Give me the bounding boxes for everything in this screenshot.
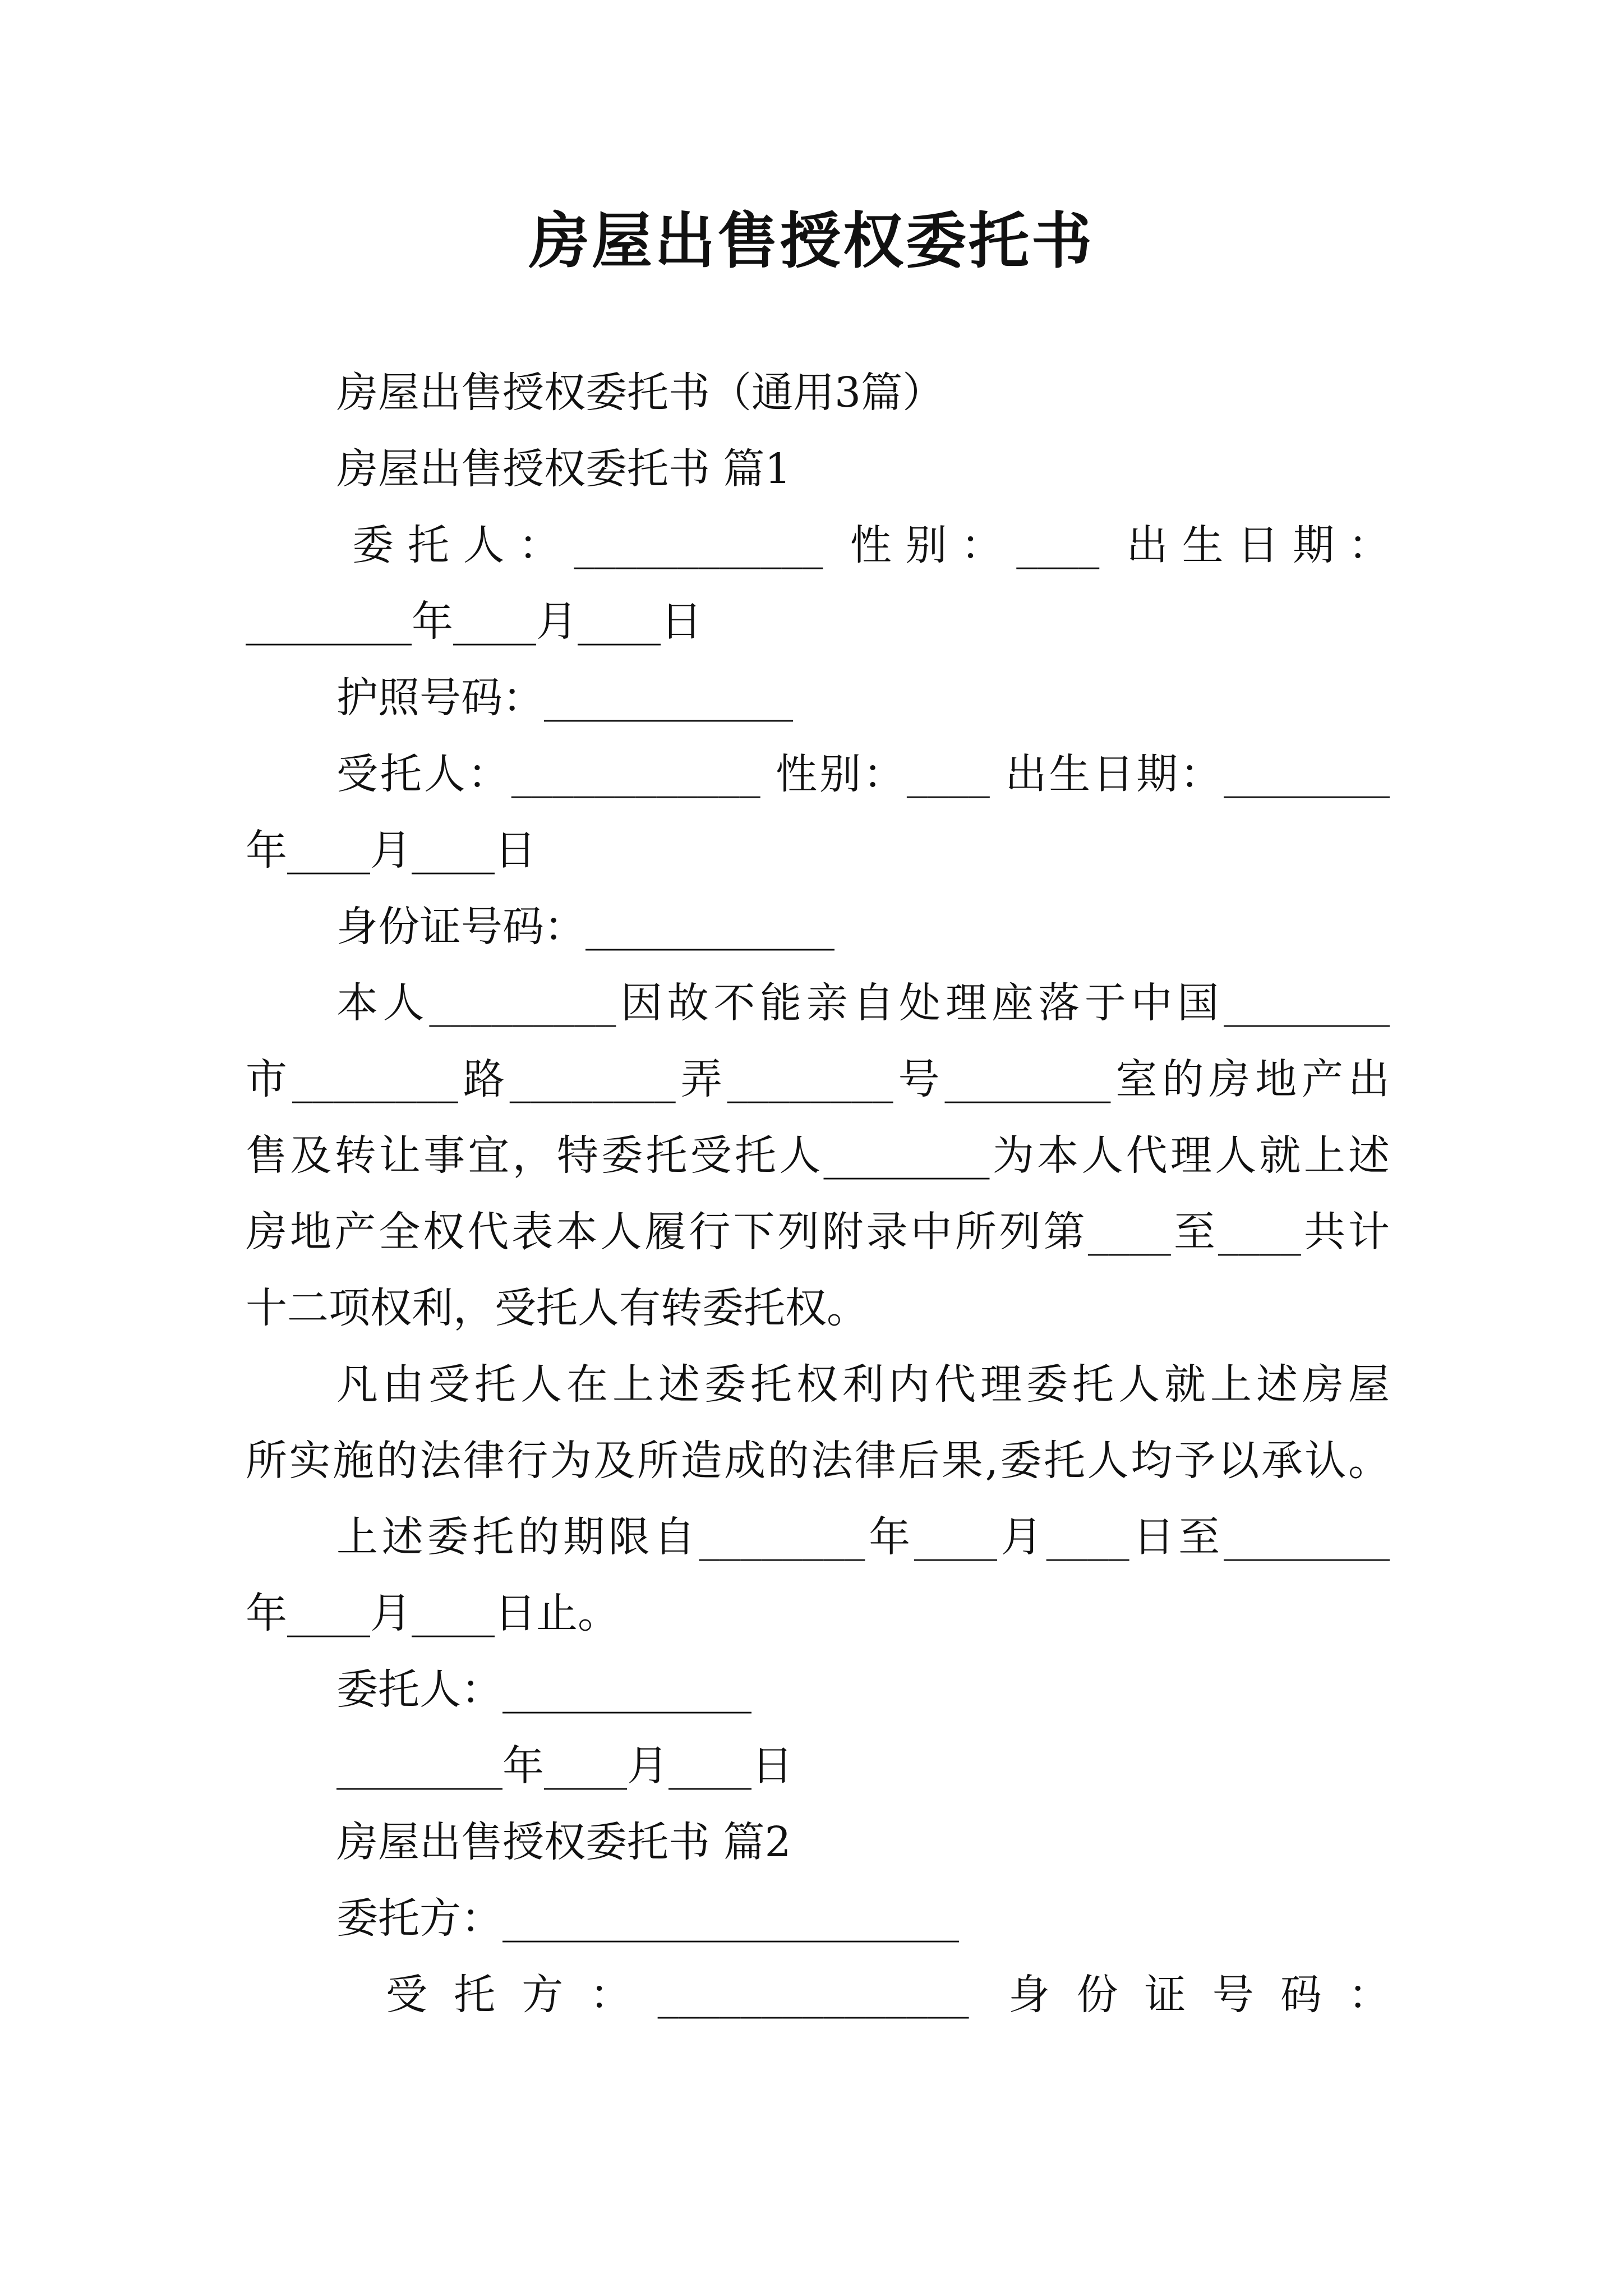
id-number-line: 身份证号码：____________ <box>336 903 834 951</box>
body-paragraph-line: 所实施的法律行为及所造成的法律后果,委托人均予以承认。 <box>246 1437 1390 1485</box>
document-title: 房屋出售授权委托书 <box>528 206 1094 277</box>
section-heading-1: 房屋出售授权委托书 篇1 <box>336 445 791 493</box>
body-paragraph-line: 本人_________因故不能亲自处理座落于中国________ <box>336 979 1390 1027</box>
body-paragraph-line: 市________路________弄________号________室的房地产出 <box>246 1055 1390 1103</box>
body-paragraph-line: 凡由受托人在上述委托权利内代理委托人就上述房屋 <box>336 1360 1390 1409</box>
term-period-line: 年____月____日止。 <box>246 1589 619 1637</box>
body-paragraph-line: 售及转让事宜，特委托受托人________为本人代理人就上述 <box>246 1131 1390 1180</box>
term-period-line: 上述委托的期限自________年____月____日至________ <box>336 1513 1390 1561</box>
agent-party-line: 受托方：_______________ 身份证号码： <box>386 1971 1390 2019</box>
signature-line: 委托人：____________ <box>336 1665 751 1714</box>
signature-date-line: ________年____月____日 <box>336 1742 793 1790</box>
passport-number-line: 护照号码：____________ <box>336 674 793 722</box>
body-paragraph-line: 十二项权利，受托人有转委托权。 <box>246 1284 868 1332</box>
agent-birthdate-line: 年____月____日 <box>246 826 536 875</box>
doc-subtitle: 房屋出售授权委托书（通用3篇） <box>336 369 944 417</box>
principal-birthdate-line: ________年____月____日 <box>246 597 702 646</box>
client-party-line: 委托方：______________________ <box>336 1894 959 1943</box>
principal-info-line: 委托人：____________ 性别：____ 出生日期： <box>352 521 1390 569</box>
body-paragraph-line: 房地产全权代表本人履行下列附录中所列第____至____共计 <box>246 1208 1390 1256</box>
section-heading-2: 房屋出售授权委托书 篇2 <box>336 1818 791 1866</box>
agent-info-line: 受托人：____________ 性别：____ 出生日期：________ <box>336 750 1390 798</box>
